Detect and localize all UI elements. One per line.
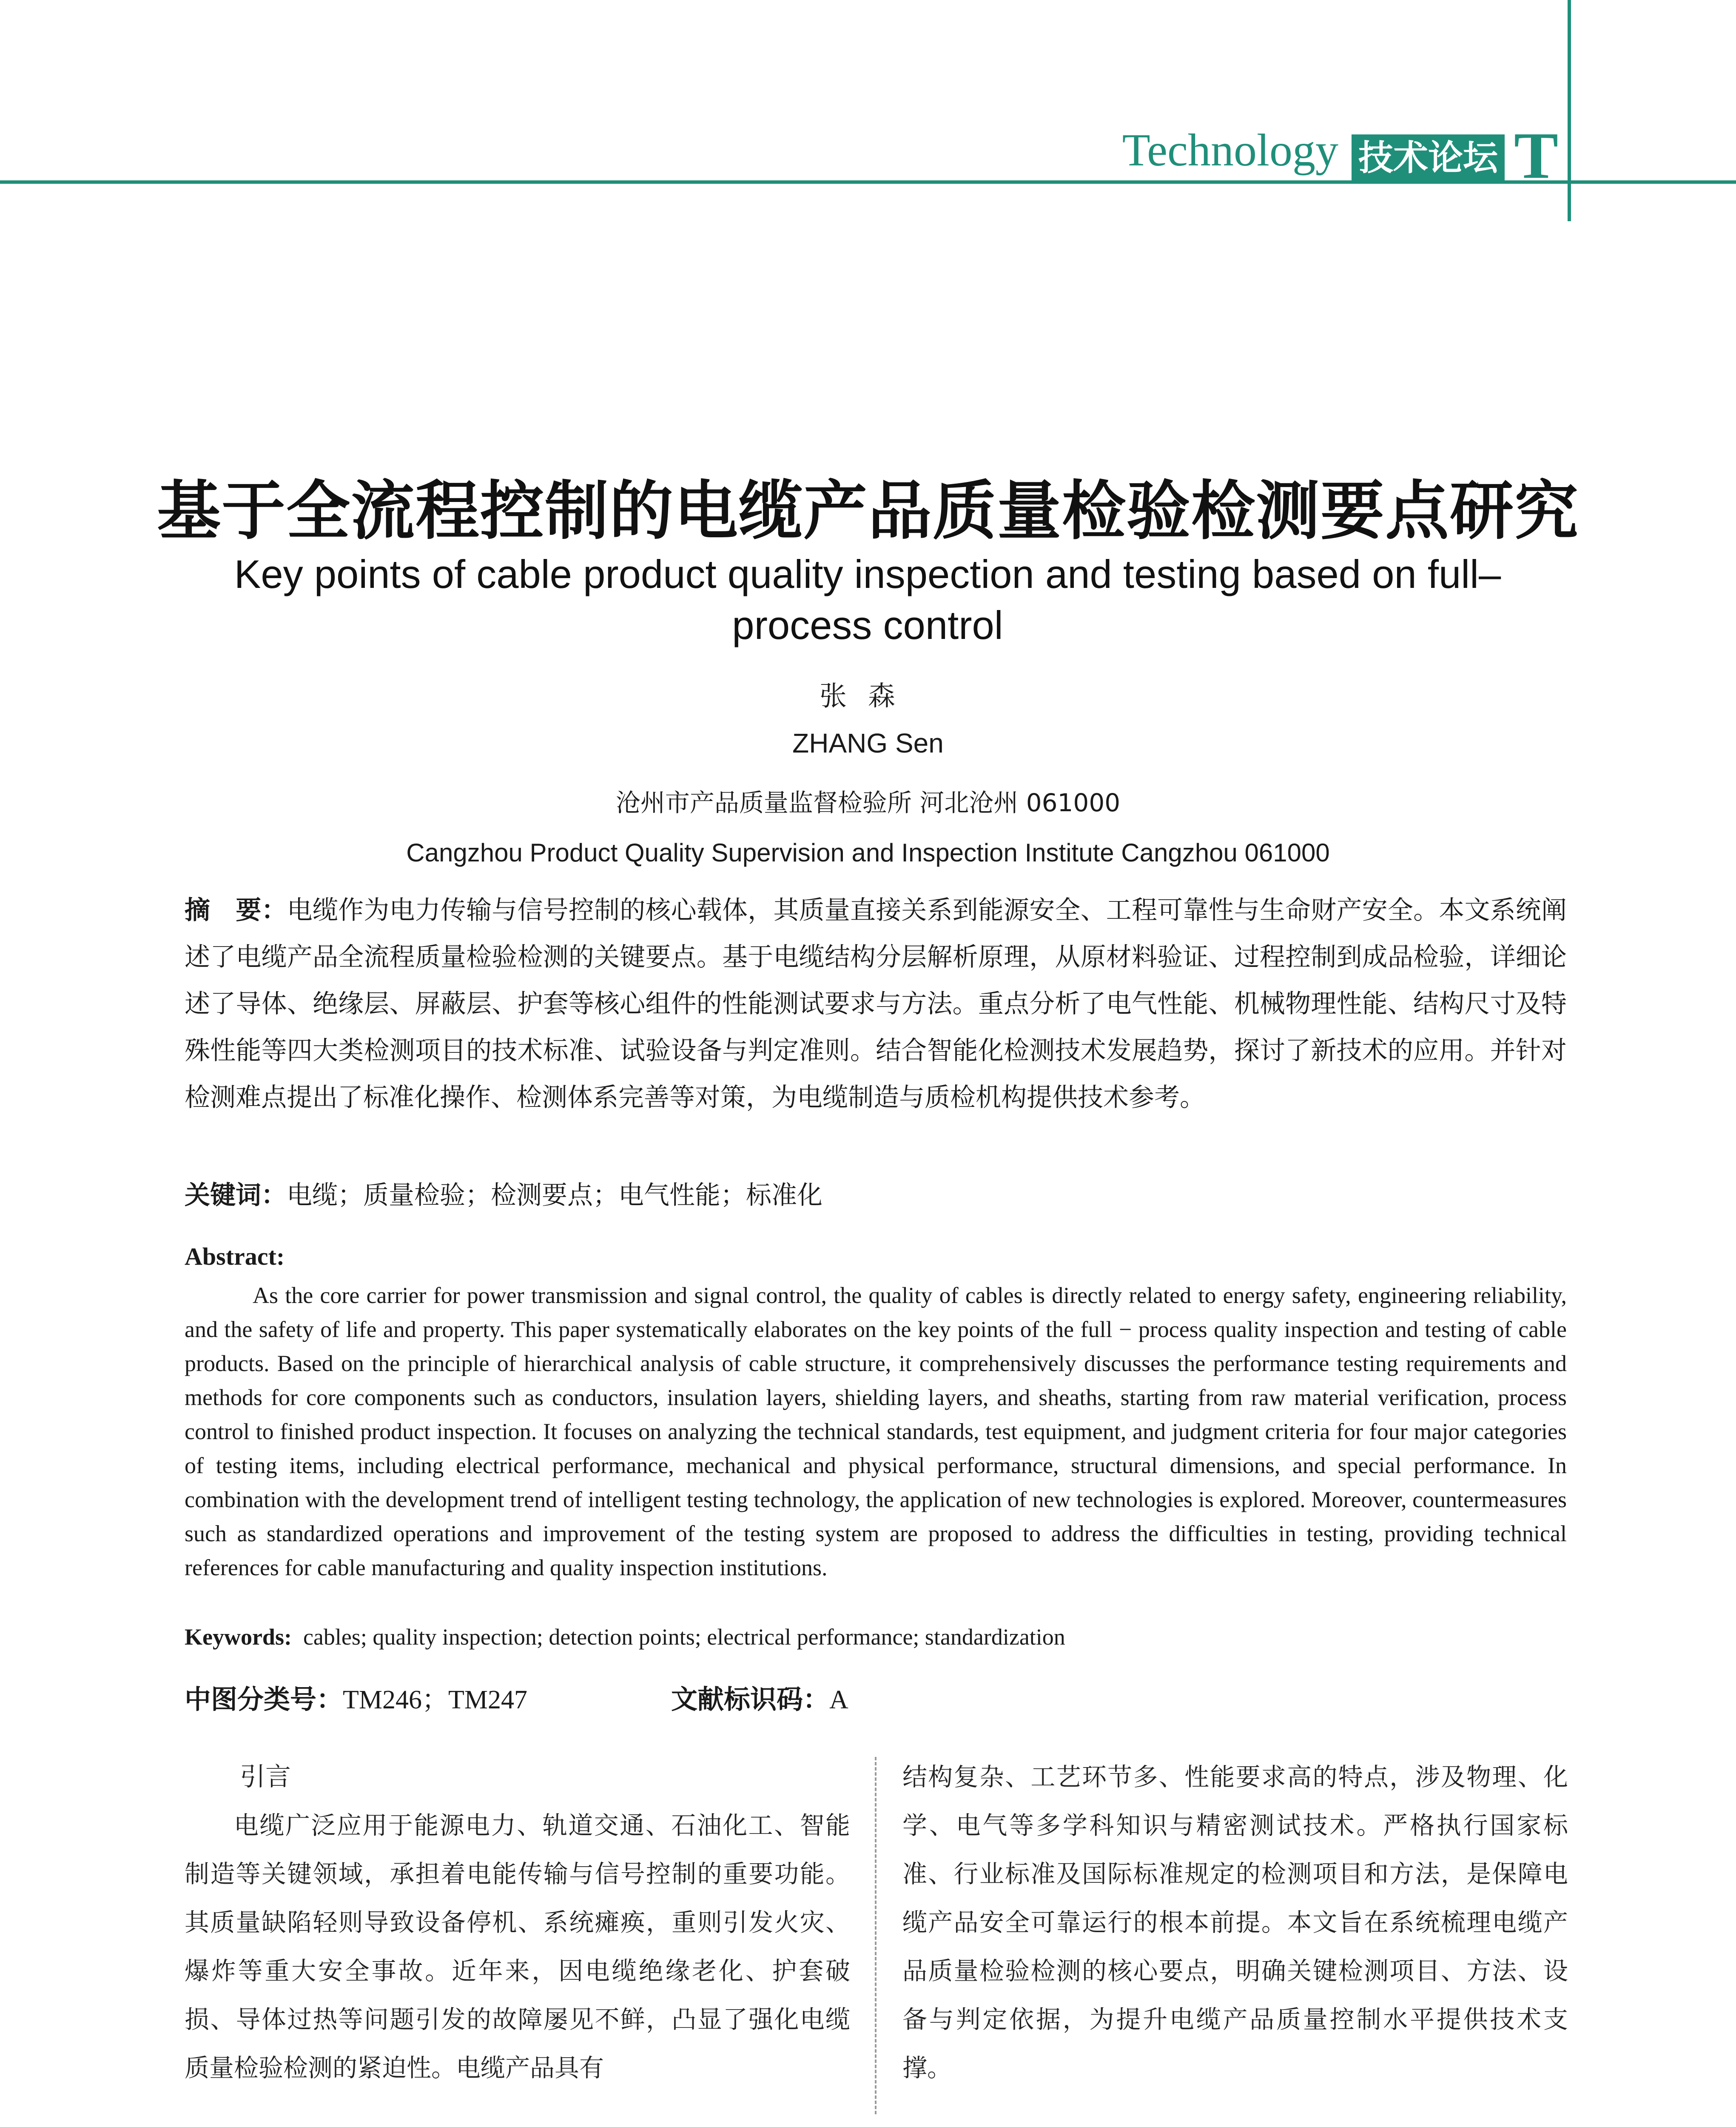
clc-value: TM246；TM247 bbox=[343, 1685, 528, 1714]
body-column-left bbox=[185, 1753, 850, 2092]
affiliation-english: Cangzhou Product Quality Supervision and Inspection Institute Cangzhou 061000 bbox=[406, 838, 1330, 867]
section-letter: T bbox=[1514, 119, 1559, 192]
abstract-label-cn: 摘 要： bbox=[185, 895, 287, 925]
abstract-text-en: As the core carrier for power transmission and signal control, the quality of cables is directly related to energy safety, engineering reliability, and the safety of life and property. This paper systematically elaborates on the key points of the full − process quality inspection and testing of cable products. Based on the principle of hierarchical analysis of cable structure, it comprehensively discusses the performance testing requirements and methods for core components such as conductors, insulation layers, shielding layers, and sheaths, starting from raw material verification, process control to finished product inspection. It focuses on analyzing the technical standards, test equipment, and judgment criteria for four major categories of testing items, including electrical performance, mechanical and physical performance, structural dimensions, and special performance. In combination with the development trend of intelligent testing technology, the application of new technologies is explored. Moreover, countermeasures such as standardized operations and improvement of the testing system are proposed to address the difficulties in testing, providing technical references for cable manufacturing and quality inspection institutions. bbox=[185, 1283, 1567, 1580]
doc-label: 文献标识码： bbox=[671, 1684, 830, 1715]
title-chinese: 基于全流程控制的电缆产品质量检验检测要点研究 bbox=[157, 474, 1579, 548]
abstract-text-cn: 电缆作为电力传输与信号控制的核心载体，其质量直接关系到能源安全、工程可靠性与生命财产安全。本文系统阐述了电缆产品全流程质量检验检测的关键要点。基于电缆结构分层解析原理，从原材料验证、过程控制到成品检验，详细论述了导体、绝缘层、屏蔽层、护套等核心组件的性能测试要求与方法。重点分析了电气性能、机械物理性能、结构尺寸及特殊性能等四大类检测项目的技术标准、试验设备与判定准则。结合智能化检测技术发展趋势，探讨了新技术的应用。并针对检测难点提出了标准化操作、检测体系完善等对策，为电缆制造与质检机构提供技术参考。 bbox=[185, 895, 1567, 1112]
intro-paragraph-left: 电缆广泛应用于能源电力、轨道交通、石油化工、智能制造等关键领域，承担着电能传输与信号控制的重要功能。其质量缺陷轻则导致设备停机、系统瘫痪，重则引发火灾、爆炸等重大安全事故。近年来，因电缆绝缘老化、护套破损、导体过热等问题引发的故障屡见不鲜，凸显了强化电缆质量检验检测的紧迫性。电缆产品具有 bbox=[185, 1811, 850, 2082]
keywords-text-en: cables; quality inspection; detection points; electrical performance; standardization bbox=[303, 1624, 1065, 1650]
author-english: ZHANG Sen bbox=[792, 728, 944, 758]
body-column-right bbox=[902, 1753, 1568, 2092]
title-english: Key points of cable product quality inspection and testing based on full–process control bbox=[234, 552, 1501, 647]
keywords-english bbox=[185, 1620, 1567, 1654]
abstract-label-en: Abstract: bbox=[185, 1243, 285, 1270]
keywords-chinese bbox=[185, 1174, 1567, 1217]
clc-label: 中图分类号： bbox=[185, 1684, 343, 1715]
section-label-en: Technology bbox=[1122, 125, 1338, 176]
column-divider bbox=[875, 1757, 877, 2114]
doc-value: A bbox=[829, 1685, 848, 1714]
author-chinese: 张森 bbox=[820, 681, 916, 712]
intro-paragraph-right: 结构复杂、工艺环节多、性能要求高的特点，涉及物理、化学、电气等多学科知识与精密测试技术。严格执行国家标准、行业标准及国际标准规定的检测项目和方法，是保障电缆产品安全可靠运行的根本前提。本文旨在系统梳理电缆产品质量检验检测的核心要点，明确关键检测项目、方法、设备与判定依据，为提升电缆产品质量控制水平提供技术支撑。 bbox=[902, 1762, 1568, 2082]
intro-heading: 引言 bbox=[240, 1762, 291, 1792]
abstract-chinese bbox=[185, 887, 1567, 1121]
keywords-label-en: Keywords: bbox=[185, 1624, 292, 1650]
section-label-cn: 技术论坛 bbox=[1352, 134, 1505, 182]
header-vertical-rule bbox=[1568, 0, 1571, 221]
clc-number bbox=[185, 1678, 527, 1716]
affiliation-chinese: 沧州市产品质量监督检验所 河北沧州 061000 bbox=[615, 788, 1121, 817]
keywords-label-cn: 关键词： bbox=[185, 1180, 287, 1210]
document-code bbox=[671, 1678, 848, 1716]
keywords-text-cn: 电缆；质量检验；检测要点；电气性能；标准化 bbox=[287, 1180, 822, 1210]
